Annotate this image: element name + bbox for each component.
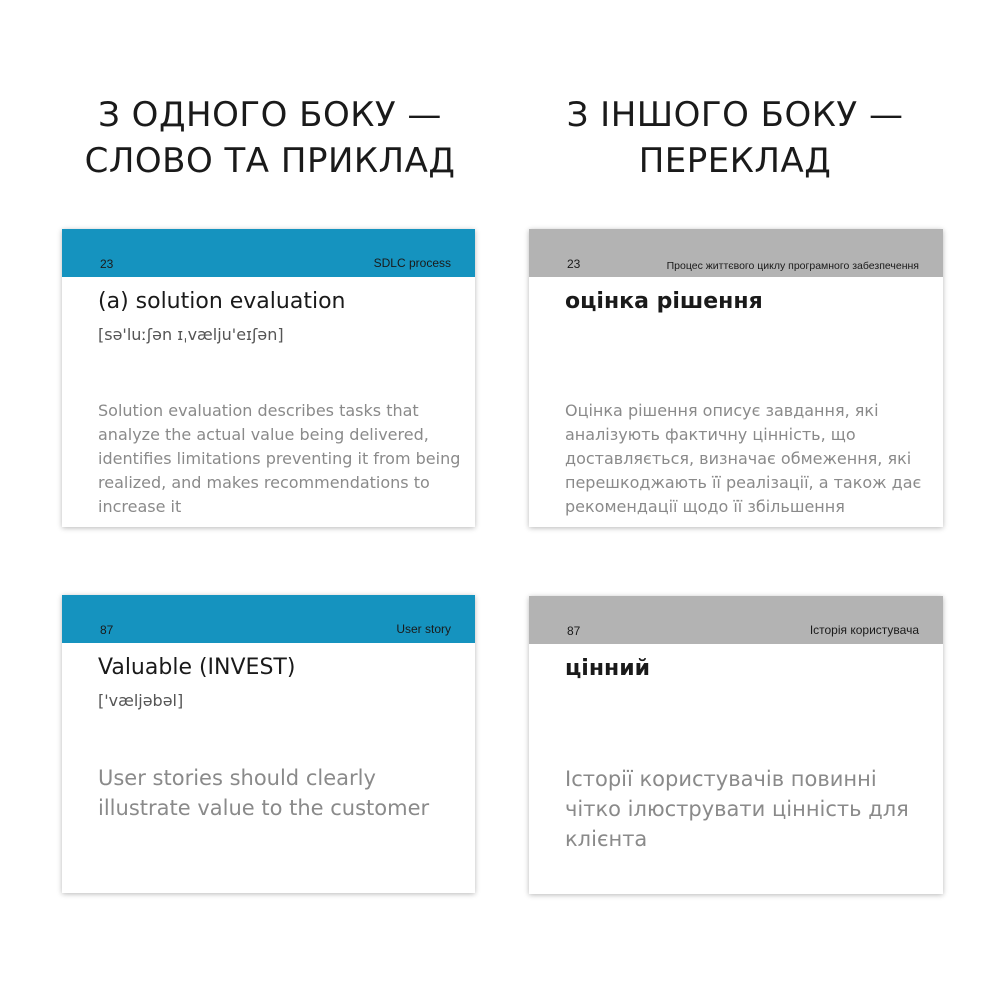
card-header (62, 595, 475, 643)
flashcard-back-87 (529, 596, 943, 894)
card-term: Valuable (INVEST) (98, 655, 296, 680)
card-example: Оцінка рішення описує завдання, які аналізують фактичну цінність, що доставляється, визначає обмеження, які перешкоджають її реалізації, а також дає рекомендації щодо її збільшення (565, 401, 922, 516)
card-topic: Історія користувача (809, 623, 919, 637)
back-side-heading: З ІНШОГО БОКУ — ПЕРЕКЛАД (566, 95, 904, 181)
card-example: User stories should clearly illustrate value to the customer (98, 766, 430, 820)
card-header (529, 596, 943, 644)
card-term: оцінка рішення (565, 289, 763, 314)
card-term: (a) solution evaluation (98, 289, 346, 314)
card-pronunciation: [sə'luːʃən ɪˌvælju'eɪʃən] (98, 325, 284, 344)
card-header (62, 229, 475, 277)
flashcard-back-23 (529, 229, 943, 527)
card-header (529, 229, 943, 277)
flashcard-front-87 (62, 595, 475, 893)
card-example: Історії користувачів повинні чітко ілюструвати цінність для клієнта (565, 767, 909, 851)
front-side-heading: З ОДНОГО БОКУ — СЛОВО ТА ПРИКЛАД (84, 95, 456, 181)
card-number: 87 (100, 623, 114, 637)
card-pronunciation: ['væljəbəl] (98, 691, 184, 710)
card-topic: SDLC process (373, 256, 451, 270)
card-number: 87 (567, 624, 581, 638)
card-topic: Процес життєвого циклу програмного забезпечення (666, 260, 919, 272)
card-term: цінний (565, 656, 651, 681)
card-topic: User story (396, 622, 451, 636)
card-example: Solution evaluation describes tasks that analyze the actual value being delivered, identifies limitations preventing it from being realized, and makes recommendations to increase it (98, 401, 461, 516)
card-number: 23 (567, 257, 581, 271)
flashcard-front-23 (62, 229, 475, 527)
card-number: 23 (100, 257, 114, 271)
